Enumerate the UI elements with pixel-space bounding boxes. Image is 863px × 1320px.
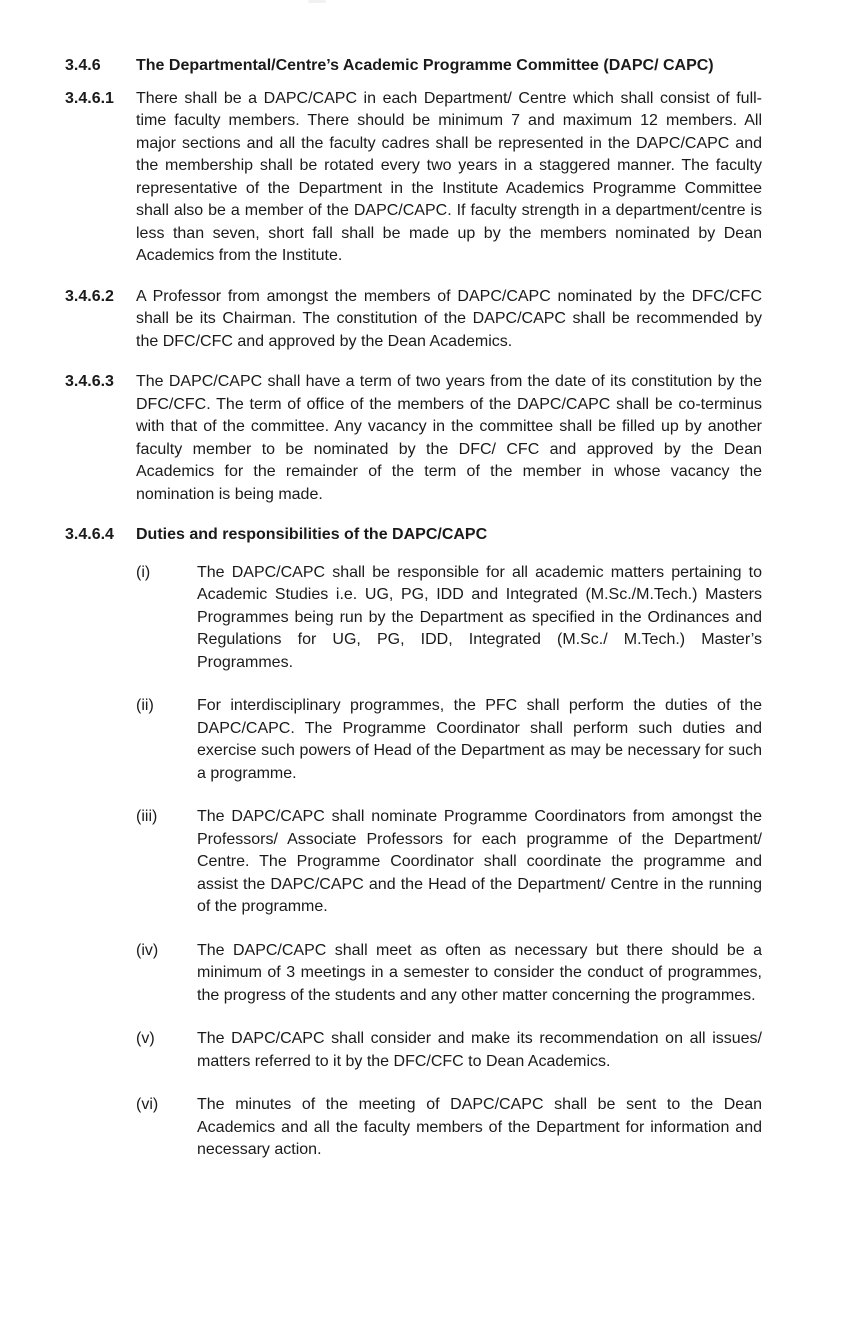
duty-text: The DAPC/CAPC shall be responsible for all academic matters pertaining to Academic Studies i.e. UG, PG, IDD and Integrated (M.Sc./M.Tech.) Masters Programmes being run by the Department as specified in the Ordinances and Regulations for UG, PG, IDD, Integrated (M.Sc./ M.Tech.) Master’s Programmes. xyxy=(197,563,762,671)
duty-item-iv xyxy=(136,940,762,1008)
duty-item-vi xyxy=(136,1094,762,1162)
duty-item-ii xyxy=(136,695,762,785)
duty-text: The DAPC/CAPC shall nominate Programme Coordinators from amongst the Professors/ Associate Professors for each programme of the Department/ Centre. The Programme Coordinator shall coordinate the programme and assist the DAPC/CAPC and the Head of the Department/ Centre in the running of the programme. xyxy=(197,808,762,915)
duty-item-i xyxy=(136,562,762,675)
section-3-4-6 xyxy=(65,55,762,78)
section-3-4-6-2 xyxy=(65,286,762,354)
duty-label: (ii) xyxy=(136,697,154,714)
section-number: 3.4.6.2 xyxy=(65,287,114,305)
section-number: 3.4.6.3 xyxy=(65,373,114,390)
section-heading: The Departmental/Centre’s Academic Programme Committee (DAPC/ CAPC) xyxy=(136,57,714,74)
duty-label: (v) xyxy=(136,1030,155,1047)
section-number: 3.4.6.4 xyxy=(65,526,114,543)
duty-label: (iii) xyxy=(136,808,158,825)
page-edge-artifact xyxy=(308,0,326,3)
duty-text: For interdisciplinary programmes, the PFC shall perform the duties of the DAPC/CAPC. The Programme Coordinator shall perform such duties and exercise such powers of Head of the Department as may be necessary for such a programme. xyxy=(197,697,762,782)
duty-item-v xyxy=(136,1028,762,1073)
duty-text: The DAPC/CAPC shall consider and make its recommendation on all issues/ matters referred to it by the DFC/CFC to Dean Academics. xyxy=(197,1030,762,1070)
section-paragraph: The DAPC/CAPC shall have a term of two years from the date of its constitution by the DFC/CFC. The term of office of the members of the DAPC/CAPC shall be co-terminus with that of the committee. Any vacancy in the committee shall be filled up by another faculty member to be nominated by the DFC/ CFC and approved by the Dean Academics for the remainder of the term of the member in whose vacancy the nomination is being made. xyxy=(136,373,762,503)
duty-text: The DAPC/CAPC shall meet as often as necessary but there should be a minimum of 3 meetings in a semester to consider the conduct of programmes, the progress of the students and any other matter concerning the programmes. xyxy=(197,941,762,1004)
duty-label: (iv) xyxy=(136,941,159,959)
duty-label: (i) xyxy=(136,563,151,581)
section-3-4-6-1 xyxy=(65,88,762,268)
section-3-4-6-4 xyxy=(65,524,762,547)
section-3-4-6-3 xyxy=(65,371,762,506)
duty-item-iii xyxy=(136,806,762,919)
duties-list xyxy=(136,562,762,1162)
section-number: 3.4.6 xyxy=(65,57,101,74)
section-number: 3.4.6.1 xyxy=(65,89,114,107)
section-paragraph: A Professor from amongst the members of DAPC/CAPC nominated by the DFC/CFC shall be its Chairman. The constitution of the DAPC/CAPC shall be recommended by the DFC/CFC and approved by the Dean Academics. xyxy=(136,287,762,350)
duty-text: The minutes of the meeting of DAPC/CAPC shall be sent to the Dean Academics and all the faculty members of the Department for information and necessary action. xyxy=(197,1096,762,1158)
duty-label: (vi) xyxy=(136,1096,159,1113)
section-paragraph: There shall be a DAPC/CAPC in each Department/ Centre which shall consist of full-time faculty members. There should be minimum 7 and maximum 12 members. All major sections and all the faculty cadres shall be represented in the DAPC/CAPC and the membership shall be rotated every two years in a staggered manner. The faculty representative of the Department in the Institute Academics Programme Committee shall also be a member of the DAPC/CAPC. If faculty strength in a department/centre is less than seven, short fall shall be made up by the members nominated by Dean Academics from the Institute. xyxy=(136,89,762,264)
section-heading: Duties and responsibilities of the DAPC/CAPC xyxy=(136,526,488,543)
